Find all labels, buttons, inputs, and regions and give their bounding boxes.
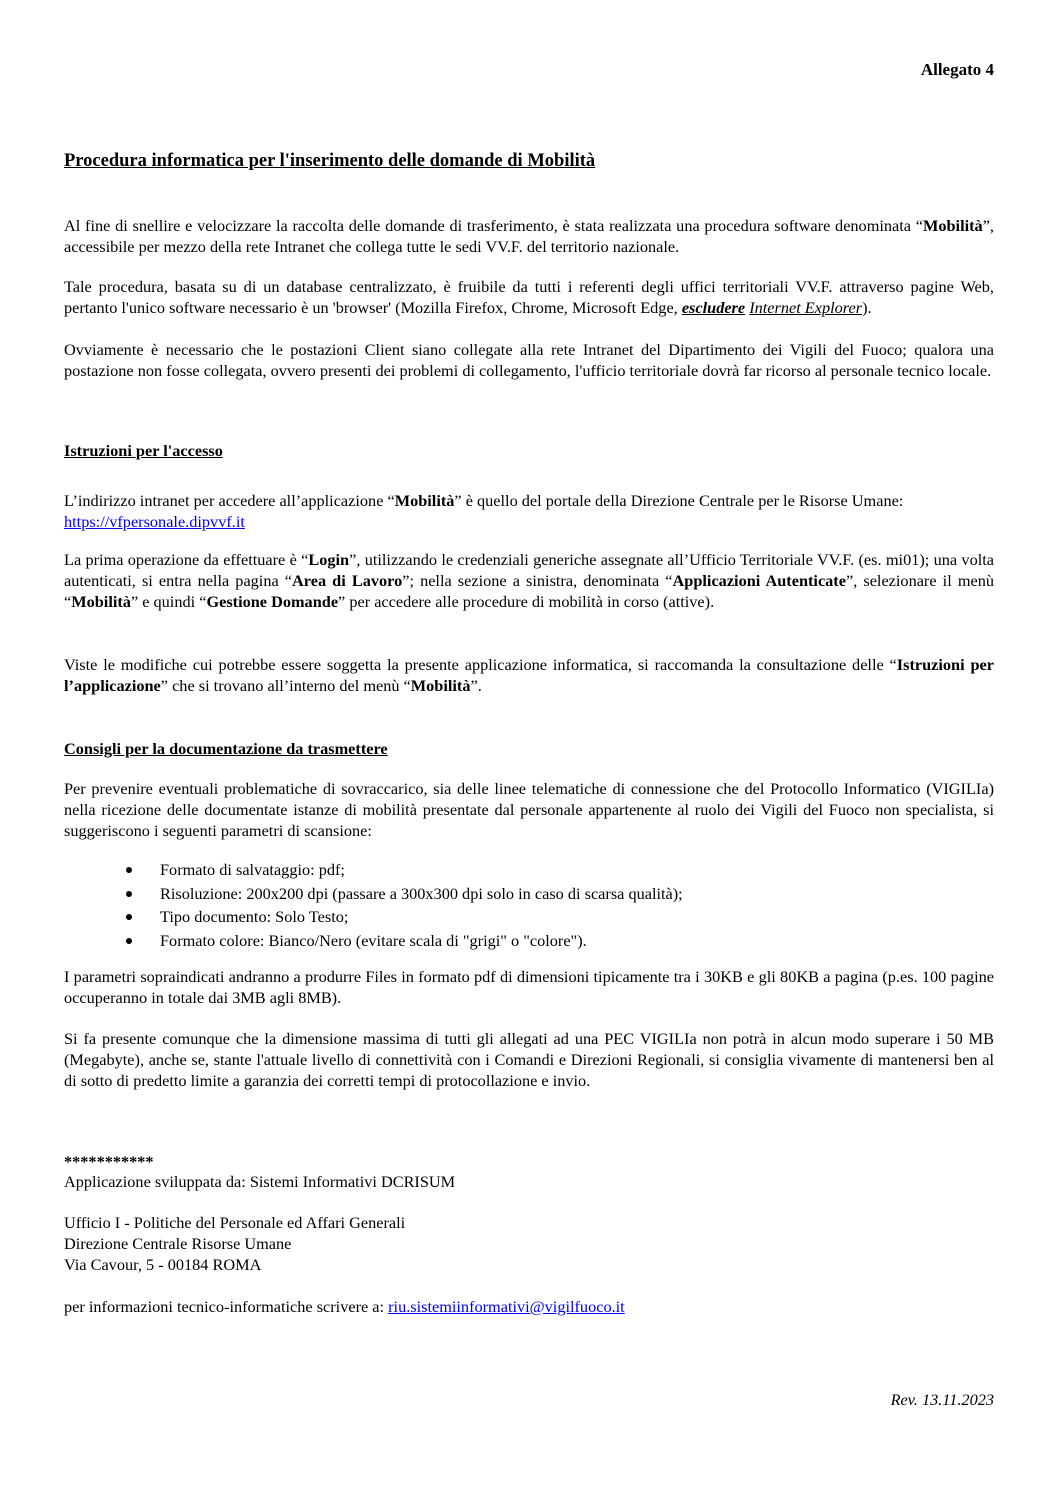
attachment-label: Allegato 4 [920, 60, 994, 79]
portal-link[interactable]: https://vfpersonale.dipvvf.it [64, 512, 245, 531]
bullet-icon [126, 938, 132, 944]
contact-email-link[interactable]: riu.sistemiinformativi@vigilfuoco.it [388, 1297, 625, 1316]
bullet-icon [126, 914, 132, 920]
intro-paragraph-3: Ovviamente è necessario che le postazioni Client siano collegate alla rete Intranet del Dipartimento dei Vigili del Fuoco; qualora una postazione non fosse collegata, ovvero presenti dei problemi di collegamento, l'ufficio territoriale dovrà far ricorso al personale tecnico locale. [64, 340, 994, 380]
docs-paragraph-2: I parametri sopraindicati andranno a produrre Files in formato pdf di dimensioni tipicamente tra i 30KB e gli 80KB a pagina (p.es. 100 pagine occuperanno in totale dai 3MB agli 8MB). [64, 967, 994, 1007]
contact-line: per informazioni tecnico-informatiche scrivere a: riu.sistemiinformativi@vigilfuoco.it [64, 1297, 625, 1316]
intro-paragraph-1: Al fine di snellire e velocizzare la raccolta delle domande di trasferimento, è stata realizzata una procedura software denominata “Mobilità”, accessibile per mezzo della rete Intranet che collega tutte le sedi VV.F. del territorio nazionale. [64, 216, 994, 256]
list-item: Formato colore: Bianco/Nero (evitare scala di "grigi" o "colore"). [120, 929, 683, 953]
office-line-2: Direzione Centrale Risorse Umane [64, 1234, 292, 1253]
docs-paragraph-1: Per prevenire eventuali problematiche di sovraccarico, sia delle linee telematiche di connessione che del Protocollo Informatico (VIGILIa) nella ricezione delle documentate istanze di mobilità presentate dal personale appartenente al ruolo dei Vigili del Fuoco non specialista, si suggeriscono i seguenti parametri di scansione: [64, 779, 994, 840]
access-paragraph-2: La prima operazione da effettuare è “Login”, utilizzando le credenziali generiche assegnate all’Ufficio Territoriale VV.F. (es. mi01); una volta autenticati, si entra nella pagina “Area di Lavoro”; nella sezione a sinistra, denominata “Applicazioni Autenticate”, selezionare il menù “Mobilità” e quindi “Gestione Domande” per accedere alle procedure di mobilità in corso (attive). [64, 550, 994, 611]
intro-paragraph-2: Tale procedura, basata su di un database centralizzato, è fruibile da tutti i referenti degli uffici territoriali VV.F. attraverso pagine Web, pertanto l'unico software necessario è un 'browser' (Mozilla Firefox, Chrome, Microsoft Edge, escludere Internet Explorer). [64, 277, 994, 317]
list-item: Risoluzione: 200x200 dpi (passare a 300x300 dpi solo in caso di scarsa qualità); [120, 882, 683, 906]
revision-date: Rev. 13.11.2023 [890, 1390, 994, 1409]
access-paragraph-1: L’indirizzo intranet per accedere all’applicazione “Mobilità” è quello del portale della Direzione Centrale per le Risorse Umane: https://vfpersonale.dipvvf.it [64, 491, 904, 531]
list-item: Tipo documento: Solo Testo; [120, 905, 683, 929]
office-line-1: Ufficio I - Politiche del Personale ed Affari Generali [64, 1213, 406, 1232]
docs-paragraph-3: Si fa presente comunque che la dimensione massima di tutti gli allegati ad una PEC VIGILIa non potrà in alcun modo superare i 50 MB (Megabyte), anche se, stante l'attuale livello di connettività con i Comandi e Direzioni Regionali, si consiglia vivamente di mantenersi ben al di sotto di predetto limite a garanzia dei corretti tempi di protocollazione e invio. [64, 1029, 994, 1090]
docs-heading: Consigli per la documentazione da trasmettere [64, 739, 388, 758]
bullet-icon [126, 867, 132, 873]
list-item: Formato di salvataggio: pdf; [120, 858, 683, 882]
access-paragraph-3: Viste le modifiche cui potrebbe essere soggetta la presente applicazione informatica, si raccomanda la consultazione delle “Istruzioni per l’applicazione” che si trovano all’interno del menù “Mobilità”. [64, 655, 994, 695]
separator-stars: *********** [64, 1152, 154, 1171]
bullet-icon [126, 891, 132, 897]
access-heading: Istruzioni per l'accesso [64, 441, 223, 460]
page-title: Procedura informatica per l'inserimento delle domande di Mobilità [64, 151, 596, 171]
office-line-3: Via Cavour, 5 - 00184 ROMA [64, 1255, 262, 1274]
scan-parameters-list [120, 858, 683, 952]
developed-by: Applicazione sviluppata da: Sistemi Informativi DCRISUM [64, 1172, 456, 1191]
